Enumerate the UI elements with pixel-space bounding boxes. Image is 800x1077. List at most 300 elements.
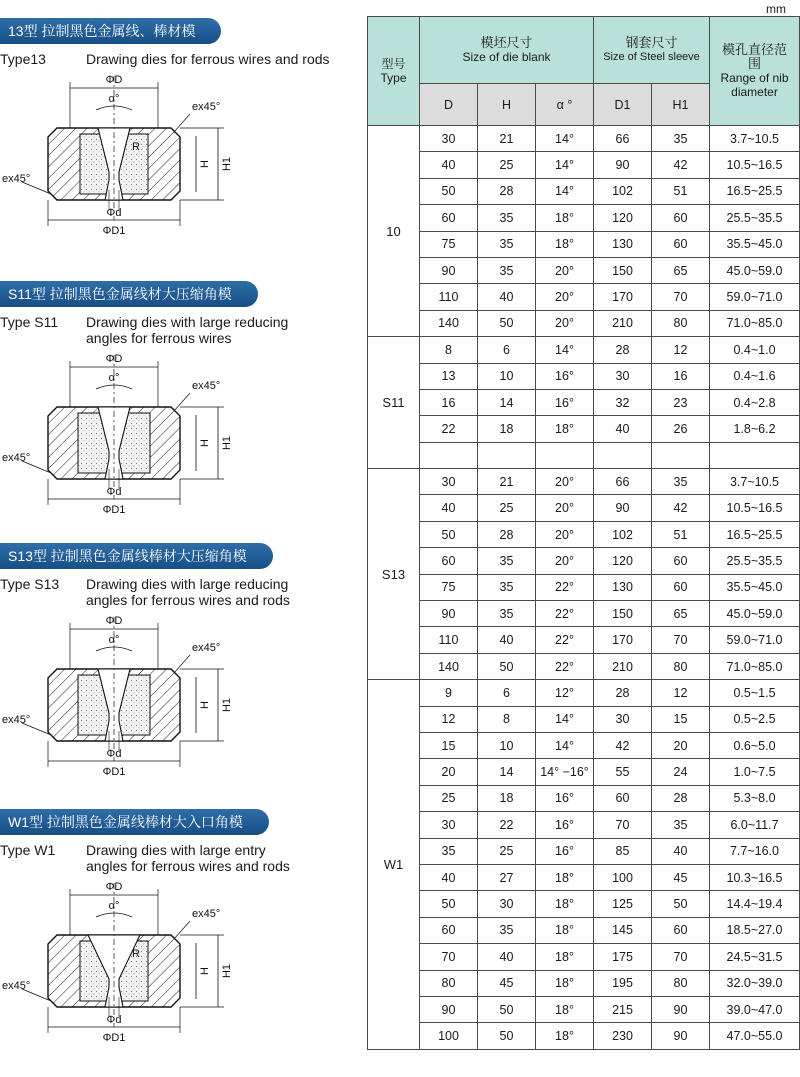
table-cell: 18° [536,917,594,943]
table-cell: 12 [420,706,478,732]
label-h1: H1 [221,697,233,713]
table-row [368,759,800,785]
table-cell: 14.4~19.4 [710,891,800,917]
table-cell: 14° [536,337,594,363]
table-cell: 145 [594,917,652,943]
die-cross-section-diagram [0,68,362,268]
table-cell: 140 [420,653,478,679]
table-row [368,970,800,996]
table-cell [652,442,710,468]
table-cell: 40 [478,284,536,310]
table-cell: 150 [594,257,652,283]
col-header-d1: D1 [594,84,652,126]
table-row [368,126,800,152]
label-ex45-top: ex45° [192,380,221,392]
table-cell: 90 [594,495,652,521]
table-cell: 150 [594,601,652,627]
table-cell: 18° [536,416,594,442]
label-alpha: α° [108,634,120,646]
table-row [368,548,800,574]
table-cell: 14° [536,126,594,152]
table-cell: 23 [652,389,710,415]
table-cell: 45.0~59.0 [710,257,800,283]
label-ex45-top: ex45° [192,908,221,920]
table-cell: 35 [478,231,536,257]
type-description-line-1: Drawing dies with large reducing [86,576,289,592]
table-cell: 20° [536,257,594,283]
table-cell: 70 [594,812,652,838]
table-cell: 0.4~2.8 [710,389,800,415]
type-cell: W1 [368,680,420,1049]
table-cell: 35 [652,812,710,838]
table-cell: 18° [536,231,594,257]
label-ex45-top: ex45° [192,642,221,654]
table-cell: 40 [478,627,536,653]
table-cell: 10.5~16.5 [710,152,800,178]
table-cell: 35.5~45.0 [710,231,800,257]
table-cell: 28 [594,680,652,706]
table-row [368,627,800,653]
table-cell: 18° [536,891,594,917]
section-banner: 13型 拉制黑色金属线、棒材模 [0,18,221,44]
table-cell: 14 [478,389,536,415]
table-cell: 230 [594,1023,652,1049]
table-cell: 60 [652,548,710,574]
table-cell: 6 [478,337,536,363]
table-cell [478,442,536,468]
die-blank-header [420,17,594,84]
table-row [368,257,800,283]
table-cell: 10.3~16.5 [710,864,800,890]
table-cell: 16° [536,785,594,811]
table-cell: 8 [478,706,536,732]
label-ex45-left: ex45° [2,173,31,185]
table-cell: 71.0~85.0 [710,310,800,336]
label-h1: H1 [221,435,233,451]
section-banner: W1型 拉制黑色金属线棒材大入口角模 [0,809,269,835]
type-description-line-2: angles for ferrous wires [86,330,232,346]
table-cell: 14 [478,759,536,785]
table-row [368,653,800,679]
table-cell: 16 [652,363,710,389]
table-cell: 0.6~5.0 [710,732,800,758]
type-cell: S11 [368,337,420,469]
table-cell: 170 [594,627,652,653]
label-phiD: ΦD [105,615,123,627]
table-cell: 60 [420,917,478,943]
table-cell: 0.5~2.5 [710,706,800,732]
die-type-section-4 [0,809,362,1077]
table-row [368,838,800,864]
table-cell: 85 [594,838,652,864]
table-cell: 21 [478,469,536,495]
table-cell: 18° [536,864,594,890]
table-cell: 210 [594,310,652,336]
table-cell: 30 [478,891,536,917]
table-cell: 90 [594,152,652,178]
table-cell: 20° [536,469,594,495]
table-cell: 22 [478,812,536,838]
table-row [368,521,800,547]
type-label: Type W1 [0,842,56,858]
table-cell: 60 [420,205,478,231]
table-cell: 14° [536,178,594,204]
table-cell: 32.0~39.0 [710,970,800,996]
table-row [368,732,800,758]
label-phiD1: ΦD1 [102,504,126,516]
steel-sleeve-header [594,17,710,84]
table-cell: 16° [536,812,594,838]
steel-sleeve-header-cn: 钢套尺寸 [625,35,678,50]
table-cell: 18° [536,944,594,970]
table-row [368,495,800,521]
table-cell: 47.0~55.0 [710,1023,800,1049]
table-row [368,574,800,600]
col-header-h1: H1 [652,84,710,126]
table-cell: 60 [652,231,710,257]
leader-line [174,921,190,939]
type-description-line-2: angles for ferrous wires and rods [86,592,290,608]
table-cell [420,442,478,468]
table-cell: 42 [652,495,710,521]
label-phiD: ΦD [105,881,123,893]
table-cell: 59.0~71.0 [710,627,800,653]
label-ex45-left: ex45° [2,452,31,464]
table-cell: 27 [478,864,536,890]
table-cell: 28 [478,521,536,547]
table-cell: 22 [420,416,478,442]
type-description-line-1: Drawing dies with large entry [86,842,266,858]
table-cell: 40 [478,944,536,970]
table-cell: 80 [652,310,710,336]
table-cell: 80 [652,970,710,996]
table-cell: 40 [420,864,478,890]
label-h1: H1 [221,963,233,979]
table-row [368,917,800,943]
table-cell: 25.5~35.5 [710,548,800,574]
table-cell: 0.4~1.0 [710,337,800,363]
table-cell: 140 [420,310,478,336]
table-cell: 16.5~25.5 [710,178,800,204]
table-row [368,469,800,495]
table-row [368,310,800,336]
table-row [368,680,800,706]
table-cell: 130 [594,574,652,600]
table-cell: 10 [478,732,536,758]
table-cell: 25.5~35.5 [710,205,800,231]
table-cell: 60 [652,205,710,231]
table-cell: 50 [420,891,478,917]
table-cell: 80 [420,970,478,996]
table-cell [594,442,652,468]
table-cell: 22° [536,574,594,600]
table-row [368,152,800,178]
type-description-line-2: angles for ferrous wires and rods [86,858,290,874]
table-cell: 45 [478,970,536,996]
table-cell: 25 [478,495,536,521]
table-cell: 70 [420,944,478,970]
table-row [368,706,800,732]
table-cell: 20° [536,495,594,521]
label-h: H [199,967,211,975]
table-cell: 14° −16° [536,759,594,785]
table-cell: 175 [594,944,652,970]
table-cell: 125 [594,891,652,917]
section-banner: S11型 拉制黑色金属线材大压缩角模 [0,281,258,307]
steel-sleeve-header-en: Size of Steel sleeve [603,51,700,63]
table-cell: 195 [594,970,652,996]
table-cell: 35 [420,838,478,864]
die-cross-section-diagram [0,875,362,1075]
table-cell: 35 [478,601,536,627]
leader-line [174,393,190,411]
table-cell: 100 [420,1023,478,1049]
table-cell: 28 [478,178,536,204]
table-cell: 60 [420,548,478,574]
table-row [368,601,800,627]
table-cell: 35 [478,917,536,943]
nib-range-header-en: Range of nib diameter [720,71,789,99]
table-cell: 18° [536,205,594,231]
leader-line [174,655,190,673]
table-cell: 22° [536,627,594,653]
die-blank-header-cn: 模坯尺寸 [480,35,533,50]
label-phid: Φd [106,207,122,219]
table-cell: 25 [420,785,478,811]
label-h1: H1 [221,156,233,172]
table-cell: 20° [536,284,594,310]
table-cell: 15 [652,706,710,732]
table-cell: 18.5~27.0 [710,917,800,943]
table-cell: 35 [652,469,710,495]
table-cell [536,442,594,468]
label-phiD: ΦD [105,353,123,365]
table-row [368,996,800,1022]
table-cell: 35 [478,574,536,600]
table-cell: 60 [652,574,710,600]
type-header-cn: 型号 [381,57,406,71]
table-cell: 30 [420,469,478,495]
type-cell: 10 [368,126,420,337]
table-cell: 13 [420,363,478,389]
type-column-header [368,17,420,126]
type-description-line-1: Drawing dies for ferrous wires and rods [86,51,330,67]
type-header-en: Type [380,71,407,85]
label-phiD1: ΦD1 [102,225,126,237]
table-row [368,389,800,415]
label-alpha: α° [108,93,120,105]
table-cell: 102 [594,521,652,547]
table-cell: 170 [594,284,652,310]
table-cell: 90 [420,996,478,1022]
label-phid: Φd [106,748,122,760]
table-row [368,785,800,811]
table-cell: 35 [478,205,536,231]
table-cell: 50 [478,996,536,1022]
label-h: H [199,701,211,709]
table-cell: 20° [536,548,594,574]
table-cell: 50 [652,891,710,917]
table-cell: 50 [478,1023,536,1049]
table-cell: 102 [594,178,652,204]
table-cell: 90 [420,257,478,283]
table-cell: 15 [420,732,478,758]
table-cell: 75 [420,574,478,600]
table-cell: 10.5~16.5 [710,495,800,521]
table-cell: 51 [652,521,710,547]
label-phid: Φd [106,486,122,498]
die-cross-section-diagram [0,347,362,547]
table-cell: 18 [478,785,536,811]
label-h: H [199,439,211,447]
table-cell: 71.0~85.0 [710,653,800,679]
table-cell: 18 [478,416,536,442]
table-cell: 14° [536,152,594,178]
table-cell: 18° [536,996,594,1022]
table-cell: 6.0~11.7 [710,812,800,838]
table-cell: 16.5~25.5 [710,521,800,547]
table-cell: 5.3~8.0 [710,785,800,811]
table-cell: 8 [420,337,478,363]
table-row [368,944,800,970]
table-cell: 20° [536,521,594,547]
table-cell: 28 [652,785,710,811]
table-cell: 45 [652,864,710,890]
table-cell: 50 [420,178,478,204]
table-cell: 65 [652,257,710,283]
type-label: Type S13 [0,576,60,592]
table-cell: 45.0~59.0 [710,601,800,627]
label-r: R [132,948,140,960]
type-label: Type13 [0,51,46,67]
table-cell: 12 [652,337,710,363]
table-cell: 80 [652,653,710,679]
table-cell: 14° [536,706,594,732]
table-row [368,891,800,917]
label-alpha: α° [108,900,120,912]
label-phiD1: ΦD1 [102,1032,126,1044]
label-alpha: α° [108,372,120,384]
table-cell: 12 [652,680,710,706]
table-cell: 90 [652,1023,710,1049]
table-cell: 215 [594,996,652,1022]
table-cell: 9 [420,680,478,706]
table-cell: 35 [478,257,536,283]
table-cell: 30 [594,363,652,389]
table-cell: 70 [652,944,710,970]
table-cell: 50 [420,521,478,547]
table-cell: 18° [536,970,594,996]
table-cell: 24.5~31.5 [710,944,800,970]
table-cell: 66 [594,469,652,495]
col-header-d: D [420,84,478,126]
section-banner: S13型 拉制黑色金属线棒材大压缩角模 [0,543,273,569]
table-cell: 110 [420,627,478,653]
table-cell: 39.0~47.0 [710,996,800,1022]
label-ex45-top: ex45° [192,101,221,113]
table-cell: 16° [536,389,594,415]
table-cell: 90 [420,601,478,627]
label-ex45-left: ex45° [2,980,31,992]
die-type-section-2 [0,281,362,549]
leader-line [174,114,190,132]
table-cell: 3.7~10.5 [710,469,800,495]
die-blank-header-en: Size of die blank [462,50,551,64]
table-cell: 42 [652,152,710,178]
table-cell: 35.5~45.0 [710,574,800,600]
table-cell: 14° [536,732,594,758]
table-cell: 130 [594,231,652,257]
table-cell: 20 [652,732,710,758]
label-ex45-left: ex45° [2,714,31,726]
table-cell: 0.4~1.6 [710,363,800,389]
table-cell: 25 [478,838,536,864]
table-cell: 110 [420,284,478,310]
die-type-section-3 [0,543,362,811]
table-cell: 42 [594,732,652,758]
table-cell: 50 [478,310,536,336]
die-type-section-1 [0,18,362,286]
table-row [368,416,800,442]
nib-range-header [710,17,800,126]
table-row [368,864,800,890]
table-cell: 30 [594,706,652,732]
label-phiD: ΦD [105,74,123,86]
table-cell: 40 [420,495,478,521]
table-row [368,284,800,310]
table-cell: 21 [478,126,536,152]
table-row [368,337,800,363]
table-cell: 24 [652,759,710,785]
table-cell: 30 [420,812,478,838]
table-cell: 51 [652,178,710,204]
table-cell: 60 [652,917,710,943]
table-cell: 3.7~10.5 [710,126,800,152]
table-cell: 50 [478,653,536,679]
table-cell: 16° [536,363,594,389]
table-cell: 32 [594,389,652,415]
table-row [368,178,800,204]
table-cell: 20° [536,310,594,336]
die-cross-section-diagram [0,609,362,809]
label-phid: Φd [106,1014,122,1026]
table-cell: 1.8~6.2 [710,416,800,442]
table-cell: 35 [478,548,536,574]
table-cell: 22° [536,653,594,679]
table-cell: 70 [652,284,710,310]
table-row [368,442,800,468]
type-cell: S13 [368,469,420,680]
table-cell [710,442,800,468]
label-r: R [132,141,140,153]
table-cell: 210 [594,653,652,679]
table-cell: 59.0~71.0 [710,284,800,310]
table-row [368,231,800,257]
table-cell: 70 [652,627,710,653]
table-cell: 40 [594,416,652,442]
table-cell: 60 [594,785,652,811]
table-cell: 25 [478,152,536,178]
table-cell: 75 [420,231,478,257]
table-row [368,812,800,838]
table-cell: 7.7~16.0 [710,838,800,864]
table-cell: 16 [420,389,478,415]
table-cell: 26 [652,416,710,442]
table-cell: 18° [536,1023,594,1049]
type-description-line-1: Drawing dies with large reducing [86,314,289,330]
table-cell: 22° [536,601,594,627]
table-cell: 65 [652,601,710,627]
